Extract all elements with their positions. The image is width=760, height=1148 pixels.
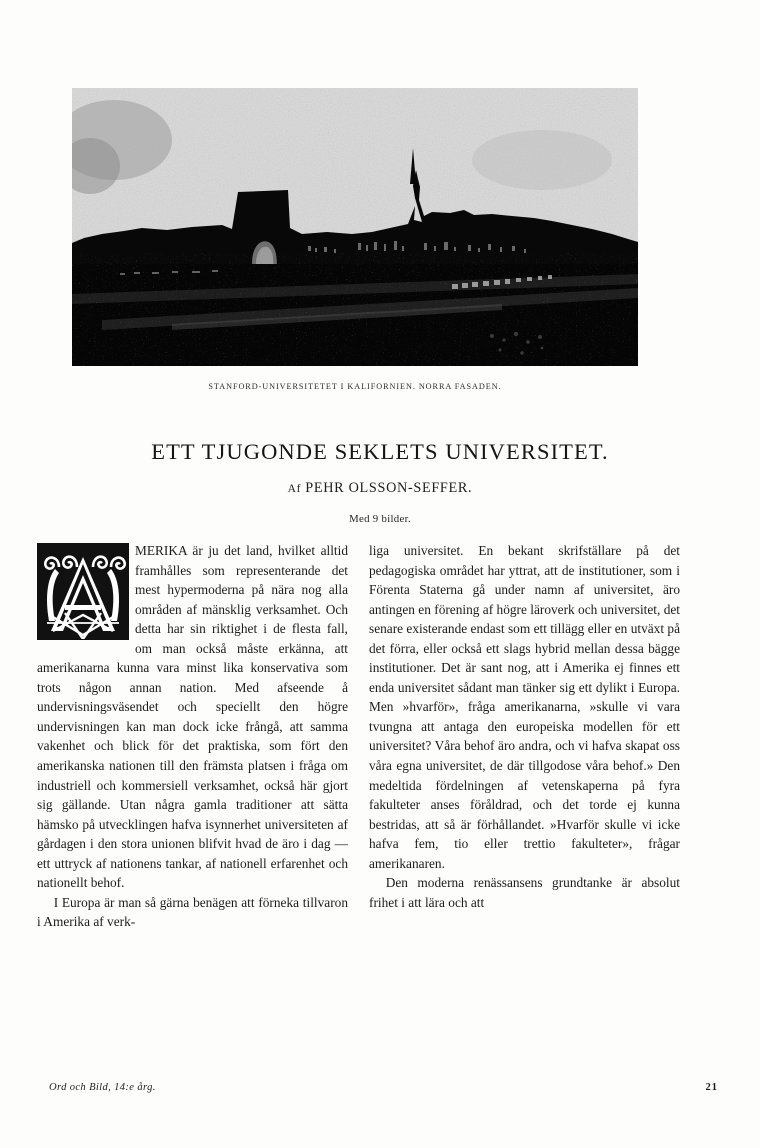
byline: [40, 480, 720, 497]
column-right: [369, 541, 680, 912]
byline-author: PEHR OLSSON-SEFFER.: [305, 479, 473, 496]
paragraph: MERIKA är ju det land, hvilket alltid framhålles som representerande det mest hypermoderna på nära nog alla områden af mänsklig verksamhet. Och detta har sin riktighet i de flesta fall, om man också måste erkänna, att amerikanarna kunna vara minst lika konservativa som trots någon annan nation. Med afseende å undervisningsväsendet och speciellt den högre undervisningen kan man dock icke frångå, att samma vakenhet och blick för det praktiska, som fört den amerikanska nationen till den främsta platsen i fråga om industriell och kommersiell verksamhet, också här gjort sig gällande. Utan några gamla traditioner att sätta hämsko på utvecklingen hafva isynnerhet universiteten af gårdagen i den stora unionen blifvit hvad de äro i dag — ett uttryck af nationens tankar, af nationell erfarenhet och nationellt behof.: [37, 543, 348, 891]
dropcap-svg: [37, 543, 129, 640]
figure-count-note: Med 9 bilder.: [349, 512, 411, 525]
body-columns: [37, 541, 723, 1061]
page-title: ETT TJUGONDE SEKLETS UNIVERSITET.: [151, 439, 609, 464]
photograph-svg: [72, 88, 638, 366]
title-block: [40, 440, 720, 525]
column-left: [37, 541, 348, 932]
photograph-image: [72, 88, 638, 366]
paragraph: liga universitet. En bekant skrifställare på det pedagogiska området har yttrat, att de institutioner, som i Förenta Staterna gå under namn af universitet, äro antingen en förening af högre läroverk och universitet, det senare existerande endast som ett tillägg eller en utväxt på det förra, eller också ett slags hybrid mellan dessa bägge institutioner. Det är sant nog, att i Amerika ej finnes ett enda universitet sådant man tänker sig ett dylikt i Europa. Men »hvarför», fråga amerikanarna, »skulle vi vara tvungna att antaga den europeiska modellen för ett universitet? Våra behof äro andra, och vi hafva skapat oss våra egna universitet, de där tillgodose våra behof.» Den medeltida fördelningen af vetenskaperna på fyra fakulteter anses föråldrad, och det torde ej kunna bestridas, att så är förhållandet. »Hvarför skulle vi icke hafva fem, tio eller trettio fakulteter», frågar amerikanaren.: [369, 543, 680, 871]
byline-prefix: Af: [287, 482, 302, 495]
paragraph: Den moderna renässansens grundtanke är absolut frihet i att lära och att: [369, 875, 680, 910]
journal-footer: Ord och Bild, 14:e årg.: [49, 1082, 156, 1093]
page-number: 21: [705, 1082, 718, 1093]
paragraph: I Europa är man så gärna benägen att förneka tillvaron i Amerika af verk-: [37, 894, 348, 930]
decorated-initial-a-icon: [37, 543, 129, 640]
article-photograph: [72, 88, 638, 366]
figure-caption: STANFORD-UNIVERSITETET I KALIFORNIEN. NORRA FASADEN.: [208, 382, 502, 391]
